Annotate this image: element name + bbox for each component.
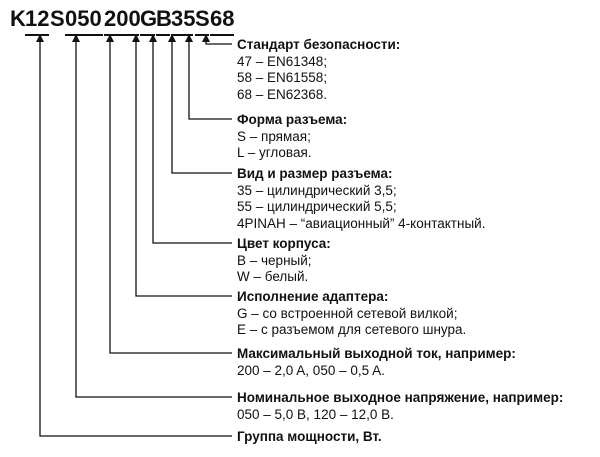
- leader-safety-standard: [206, 41, 232, 44]
- block-adapter-type: [237, 289, 466, 339]
- arrowhead-connector-shape: [185, 34, 193, 42]
- block-heading: Номинальное выходное напряжение, например:: [237, 390, 564, 405]
- code-segment-connector-size: 35: [171, 6, 196, 31]
- leader-adapter-type: [136, 41, 232, 296]
- code-segment-voltage: 050: [65, 6, 102, 31]
- block-heading: Форма разъема:: [237, 112, 348, 127]
- block-heading: Стандарт безопасности:: [237, 37, 401, 52]
- arrowhead-connector-size: [168, 34, 176, 42]
- arrowhead-power-group: [36, 34, 44, 42]
- block-line: G – со встроенной сетевой вилкой;: [237, 305, 458, 321]
- block-nominal-output-voltage: [237, 390, 563, 423]
- block-connector-type-size: [237, 166, 485, 232]
- block-line: B – черный;: [237, 252, 312, 268]
- leader-connector-shape: [189, 41, 232, 119]
- code-segment-body-color: B: [156, 6, 172, 31]
- code-segment-power-group: 12: [25, 6, 50, 31]
- code-segment-current: 200: [104, 6, 141, 31]
- arrowhead-current: [106, 34, 114, 42]
- arrowhead-adapter-type: [132, 34, 140, 42]
- block-line: S – прямая;: [237, 128, 311, 144]
- leader-current: [110, 41, 232, 353]
- leader-voltage: [76, 41, 232, 397]
- block-body-color: [237, 236, 331, 286]
- block-heading: Группа мощности, Вт.: [237, 429, 382, 444]
- block-heading: Максимальный выходной ток, например:: [237, 346, 516, 361]
- block-line: 55 – цилиндрический 5,5;: [237, 199, 397, 215]
- block-line: 58 – EN61558;: [237, 70, 328, 86]
- block-heading: Цвет корпуса:: [237, 236, 331, 251]
- block-connector-shape: [237, 112, 347, 162]
- block-line: 68 – EN62368.: [237, 86, 328, 102]
- code-segment-k: K: [10, 6, 26, 31]
- block-line: 47 – EN61348;: [237, 53, 328, 69]
- block-line: 35 – цилиндрический 3,5;: [237, 182, 397, 198]
- code-segment-connector-shape: S: [195, 6, 210, 31]
- leader-connector-size: [172, 41, 232, 173]
- code-segment-adapter-type: G: [140, 6, 158, 31]
- block-line: E – с разъемом для сетевого шнура.: [237, 322, 467, 338]
- code-segment-s: S: [50, 6, 65, 31]
- arrowhead-voltage: [72, 34, 80, 42]
- arrowhead-safety-standard: [202, 34, 210, 42]
- block-heading: Вид и размер разъема:: [237, 166, 393, 181]
- arrowhead-body-color: [149, 34, 157, 42]
- block-power-group: [237, 429, 382, 446]
- block-line: 200 – 2,0 A, 050 – 0,5 A.: [237, 362, 385, 378]
- leader-body-color: [153, 41, 232, 243]
- block-heading: Исполнение адаптера:: [237, 289, 389, 304]
- block-line: 050 – 5,0 В, 120 – 12,0 В.: [237, 406, 394, 422]
- block-line: 4PINAH – “авиационный” 4-контактный.: [237, 215, 486, 231]
- block-line: W – белый.: [237, 269, 309, 285]
- block-safety-standard: [237, 37, 400, 103]
- block-line: L – угловая.: [237, 145, 312, 161]
- block-max-output-current: [237, 346, 516, 379]
- code-segment-safety-standard: 68: [210, 6, 235, 31]
